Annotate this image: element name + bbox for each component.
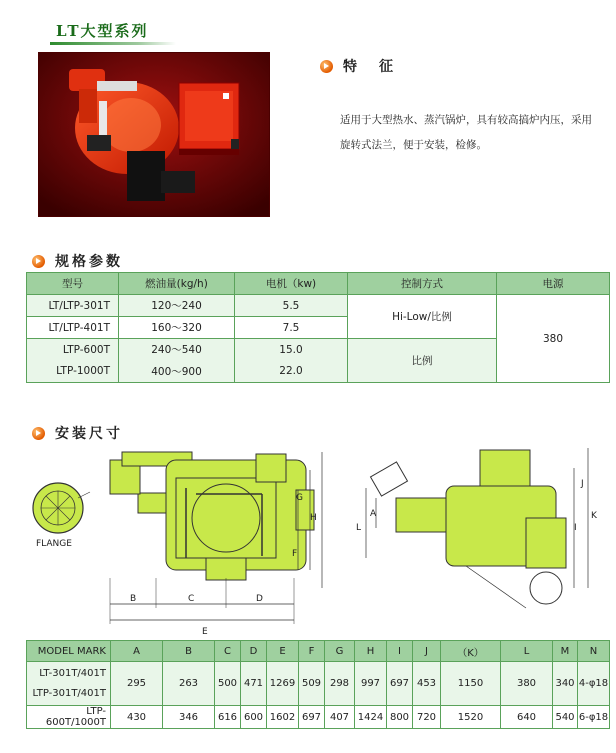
dim-model-cell [27, 662, 111, 706]
spec-motor: 22.0 [235, 361, 348, 383]
dim-label-g: G [296, 493, 303, 503]
spec-model: LTP-1000T [27, 361, 119, 383]
dim-header: I [387, 641, 413, 662]
flange-label: FLANGE [36, 539, 72, 549]
dim-value: 380 [501, 662, 553, 706]
dim-value: 540 [553, 706, 578, 729]
dim-value: 697 [387, 662, 413, 706]
dim-value: 1602 [267, 706, 299, 729]
dim-value: 471 [241, 662, 267, 706]
spec-header-model: 型号 [27, 273, 119, 295]
dim-value: 509 [299, 662, 325, 706]
dim-value: 697 [299, 706, 325, 729]
spec-header-motor: 电机（kw) [235, 273, 348, 295]
dim-label-b: B [130, 594, 137, 604]
dim-label-k: K [591, 511, 597, 521]
page-title: LT大型系列 [56, 22, 149, 40]
dim-value: 298 [325, 662, 355, 706]
spec-header-fuel: 燃油量(kg/h) [119, 273, 235, 295]
table-row [27, 295, 610, 317]
dimension-drawing [26, 438, 609, 638]
side-view-diagram [110, 452, 322, 637]
dim-value: 346 [163, 706, 215, 729]
dim-header: J [413, 641, 441, 662]
dim-label-h: H [310, 513, 317, 523]
specs-heading [32, 251, 123, 271]
dim-label-a: A [370, 509, 377, 519]
dim-value: 407 [325, 706, 355, 729]
dim-model: LTP-301T/401T [32, 687, 106, 699]
dim-value: 800 [387, 706, 413, 729]
spec-power: 380 [497, 295, 610, 383]
title-underline [50, 42, 176, 45]
spec-fuel: 240～540 [119, 339, 235, 361]
dim-label-l: L [356, 523, 362, 533]
dim-header: H [355, 641, 387, 662]
dim-value: 453 [413, 662, 441, 706]
spec-control-proportional: 比例 [348, 339, 497, 383]
dim-label-c: C [188, 594, 195, 604]
dim-value: 640 [501, 706, 553, 729]
dim-value: 1269 [267, 662, 299, 706]
specs-table [26, 272, 610, 383]
spec-motor: 7.5 [235, 317, 348, 339]
dim-header: D [241, 641, 267, 662]
flange-diagram [33, 483, 90, 549]
dim-label-d: D [256, 594, 263, 604]
burner-photo-illustration [39, 53, 270, 217]
features-description: 适用于大型热水、蒸汽锅炉，具有较高搞炉内压，采用旋转式法兰，便于安装，检修。 [340, 114, 592, 151]
dim-value: 1424 [355, 706, 387, 729]
dim-model: LT-301T/401T [39, 667, 106, 679]
dim-value: 1150 [441, 662, 501, 706]
dim-label-e: E [202, 627, 208, 637]
page-title-block [56, 20, 149, 41]
spec-fuel: 160～320 [119, 317, 235, 339]
installation-drawings [26, 438, 609, 638]
spec-fuel: 400～900 [119, 361, 235, 383]
top-view-diagram [356, 448, 598, 608]
dim-header: B [163, 641, 215, 662]
dim-header: E [267, 641, 299, 662]
dim-value: 720 [413, 706, 441, 729]
spec-header-power: 电源 [497, 273, 610, 295]
install-heading-text: 安装尺寸 [55, 426, 123, 442]
dim-header: （K） [441, 641, 501, 662]
spec-model: LT/LTP-301T [27, 295, 119, 317]
dim-value: 616 [215, 706, 241, 729]
dim-value: 4-φ18 [578, 662, 610, 706]
dim-header: M [553, 641, 578, 662]
dim-label-j: J [581, 479, 584, 489]
features-heading-text: 特征 [343, 59, 415, 75]
spec-fuel: 120～240 [119, 295, 235, 317]
dim-header: F [299, 641, 325, 662]
spec-motor: 15.0 [235, 339, 348, 361]
dimensions-table [26, 640, 610, 729]
orange-bullet-icon [32, 255, 45, 268]
dim-label-i: I [574, 523, 577, 533]
spec-control-hilow: Hi-Low/比例 [348, 295, 497, 339]
spec-model: LT/LTP-401T [27, 317, 119, 339]
dim-header: A [111, 641, 163, 662]
table-row [27, 706, 610, 729]
dim-header: G [325, 641, 355, 662]
dim-value: 295 [111, 662, 163, 706]
dim-value: 6-φ18 [578, 706, 610, 729]
spec-model: LTP-600T [27, 339, 119, 361]
orange-bullet-icon [320, 60, 333, 73]
dim-header: C [215, 641, 241, 662]
dim-value: 997 [355, 662, 387, 706]
dim-model: LTP-600T/1000T [27, 706, 111, 729]
dim-header: L [501, 641, 553, 662]
dim-value: 600 [241, 706, 267, 729]
spec-motor: 5.5 [235, 295, 348, 317]
spec-header-control: 控制方式 [348, 273, 497, 295]
features-heading [320, 56, 415, 76]
dim-header: N [578, 641, 610, 662]
dim-value: 500 [215, 662, 241, 706]
dim-value: 263 [163, 662, 215, 706]
specs-heading-text: 规格参数 [55, 254, 123, 270]
table-row [27, 662, 610, 706]
dim-value: 430 [111, 706, 163, 729]
dim-header-model: MODEL MARK [27, 641, 111, 662]
dim-label-f: F [292, 549, 298, 559]
dim-value: 340 [553, 662, 578, 706]
dim-value: 1520 [441, 706, 501, 729]
product-photo [38, 52, 270, 217]
